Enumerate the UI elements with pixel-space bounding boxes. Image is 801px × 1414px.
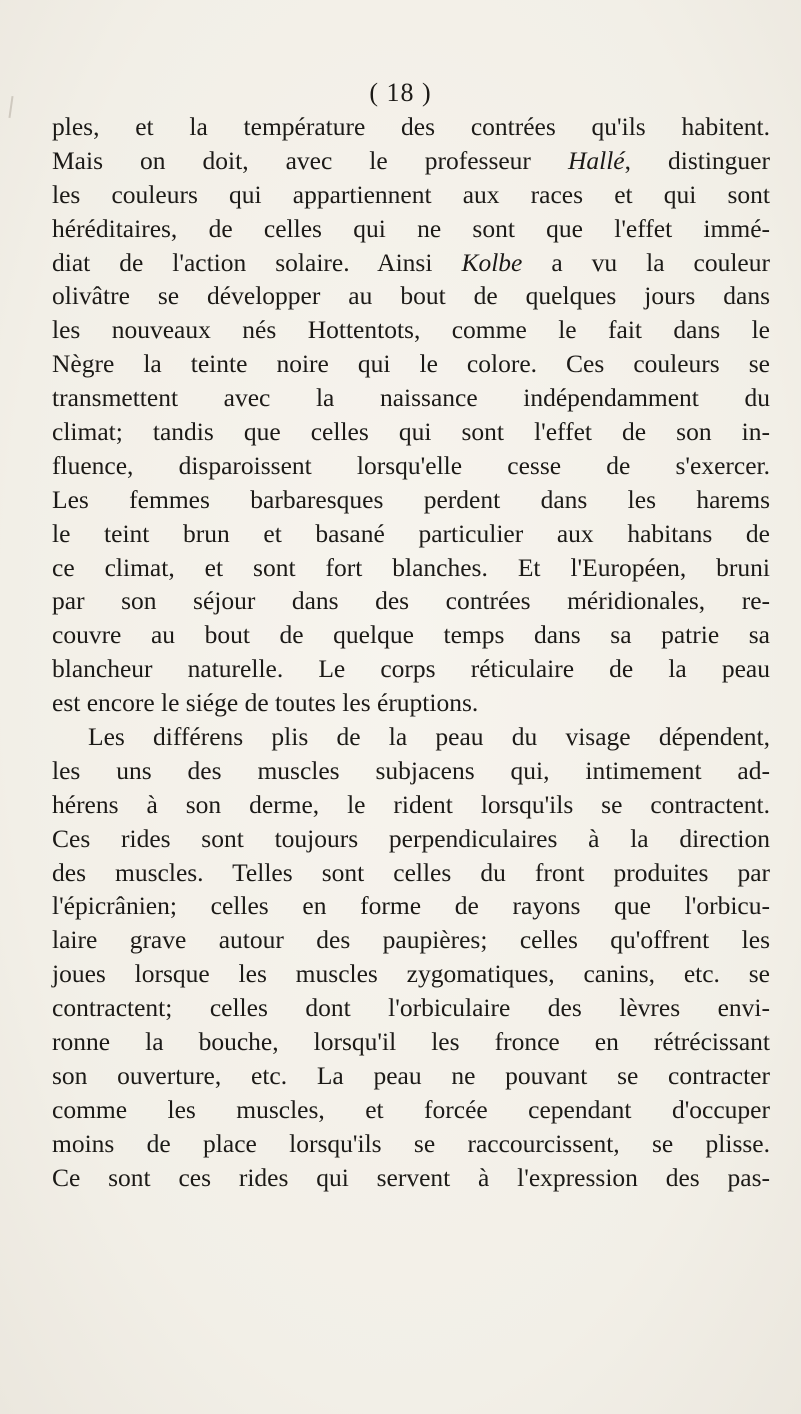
body-text xyxy=(52,110,770,1195)
text-line-content: l'épicrânien; celles en forme de rayons que l'orbicu- xyxy=(52,891,770,921)
text-line xyxy=(52,449,770,483)
text-line-content: par son séjour dans des contrées méridionales, re- xyxy=(52,586,770,616)
text-line-content: climat; tandis que celles qui sont l'effet de son in- xyxy=(52,417,770,447)
text-line xyxy=(52,788,770,822)
text-line xyxy=(52,1025,770,1059)
text-line-content: des muscles. Telles sont celles du front produites par xyxy=(52,857,770,887)
text-line-continuation: a vu la couleur xyxy=(522,247,770,277)
text-line-content: le teint brun et basané particulier aux habitans de xyxy=(52,518,770,548)
text-line-content: contractent; celles dont l'orbiculaire des lèvres envi- xyxy=(52,993,770,1023)
text-line xyxy=(52,957,770,991)
text-line xyxy=(52,144,770,178)
text-line xyxy=(52,212,770,246)
text-line-content: hérens à son derme, le rident lorsqu'ils se contractent. xyxy=(52,789,770,819)
text-line xyxy=(52,110,770,144)
text-line xyxy=(52,1093,770,1127)
text-line xyxy=(52,1127,770,1161)
text-line-content: les uns des muscles subjacens qui, intimement ad- xyxy=(52,755,770,785)
italic-name: Kolbe xyxy=(461,247,523,277)
text-line xyxy=(52,246,770,280)
text-line-content: olivâtre se développer au bout de quelques jours dans xyxy=(52,281,770,311)
text-line xyxy=(52,415,770,449)
text-line xyxy=(52,923,770,957)
text-line xyxy=(52,483,770,517)
text-line-continuation: , distinguer xyxy=(624,145,770,175)
text-line-content: Mais on doit, avec le professeur xyxy=(52,145,568,175)
text-line xyxy=(52,381,770,415)
text-line-content: laire grave autour des paupières; celles qu'offrent les xyxy=(52,925,770,955)
text-line xyxy=(52,178,770,212)
text-line xyxy=(52,1161,770,1195)
text-line xyxy=(52,822,770,856)
text-line-content: Nègre la teinte noire qui le colore. Ces couleurs se xyxy=(52,349,770,379)
text-line xyxy=(52,1059,770,1093)
text-line xyxy=(52,618,770,652)
italic-name: Hallé xyxy=(567,145,625,175)
text-line-content: Les différens plis de la peau du visage dépendent, xyxy=(88,722,770,752)
page-number: ( 18 ) xyxy=(369,78,432,107)
text-line-content: Ce sont ces rides qui servent à l'expression des pas- xyxy=(52,1162,770,1192)
text-line-content: transmettent avec la naissance indépendamment du xyxy=(52,383,770,413)
text-line xyxy=(52,551,770,585)
text-line xyxy=(52,313,770,347)
text-line xyxy=(52,279,770,313)
text-line xyxy=(52,720,770,754)
text-line-content: fluence, disparoissent lorsqu'elle cesse de s'exercer. xyxy=(52,450,770,480)
text-line xyxy=(52,347,770,381)
text-line-content: son ouverture, etc. La peau ne pouvant se contracter xyxy=(52,1060,770,1090)
text-line-content: comme les muscles, et forcée cependant d'occuper xyxy=(52,1094,770,1124)
text-line-content: diat de l'action solaire. Ainsi xyxy=(52,247,462,277)
text-line xyxy=(52,686,770,720)
text-line-content: Ces rides sont toujours perpendiculaires à la direction xyxy=(52,823,770,853)
text-line-content: blancheur naturelle. Le corps réticulaire de la peau xyxy=(52,654,770,684)
text-line xyxy=(52,584,770,618)
text-line-content: joues lorsque les muscles zygomatiques, canins, etc. se xyxy=(52,959,770,989)
text-line-content: héréditaires, de celles qui ne sont que l'effet immé- xyxy=(52,213,770,243)
text-line-content: ronne la bouche, lorsqu'il les fronce en rétrécissant xyxy=(52,1027,770,1057)
text-line-content: Les femmes barbaresques perdent dans les harems xyxy=(52,484,770,514)
text-line-content: est encore le siége de toutes les éruptions. xyxy=(52,688,479,718)
text-line-content: ples, et la température des contrées qu'ils habitent. xyxy=(52,112,770,141)
text-line-content: couvre au bout de quelque temps dans sa patrie sa xyxy=(52,620,770,650)
text-line xyxy=(52,652,770,686)
text-line-content: les couleurs qui appartiennent aux races et qui sont xyxy=(52,179,770,209)
text-line xyxy=(52,856,770,890)
text-line xyxy=(52,517,770,551)
text-line xyxy=(52,889,770,923)
text-line xyxy=(52,991,770,1025)
text-line xyxy=(52,754,770,788)
text-line-content: moins de place lorsqu'ils se raccourcissent, se plisse. xyxy=(52,1128,770,1158)
text-line-content: ce climat, et sont fort blanches. Et l'Européen, bruni xyxy=(52,552,770,582)
text-line-content: les nouveaux nés Hottentots, comme le fait dans le xyxy=(52,315,770,345)
